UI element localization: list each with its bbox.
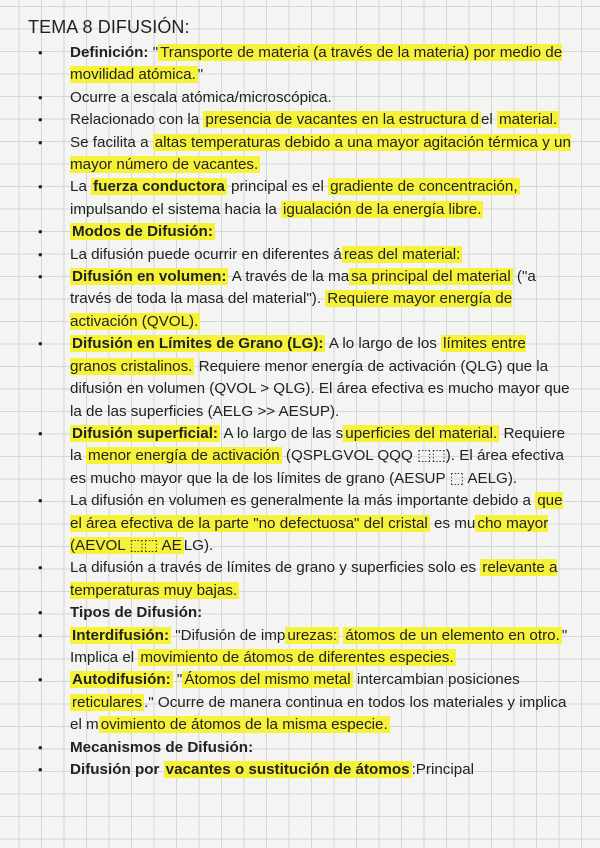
text-segment: " bbox=[148, 44, 159, 61]
highlighted-text: igualación de la energía libre. bbox=[283, 200, 482, 218]
text-segment: La difusión puede ocurrir en diferentes á bbox=[70, 245, 342, 263]
highlighted-text: presencia de vacantes en la estructura d bbox=[205, 111, 479, 129]
bullet-item bbox=[0, 423, 600, 490]
text-segment: :Principal bbox=[411, 761, 475, 778]
highlighted-text: movimiento de átomos de diferentes especies. bbox=[140, 648, 454, 666]
highlighted-text: que el área efectiva de la parte "no defectuosa" del cristal bbox=[70, 492, 563, 532]
text-segment: intercambian posiciones bbox=[352, 671, 520, 689]
highlighted-text: Requiere mayor energía de activación (QVOL). bbox=[70, 290, 513, 330]
bullet-item bbox=[0, 109, 600, 131]
bullet-item bbox=[0, 602, 600, 624]
highlighted-text: fuerza conductora bbox=[93, 178, 225, 196]
text-segment: ("a través de toda la masa del material"). bbox=[70, 268, 536, 308]
bullet-item bbox=[0, 669, 600, 736]
text-segment: Relacionado con la bbox=[70, 111, 204, 129]
bullet-item bbox=[0, 333, 600, 423]
text-segment: A lo largo de los bbox=[325, 335, 442, 353]
text-segment: " bbox=[172, 671, 183, 689]
bullet-item bbox=[0, 42, 600, 87]
text-segment: es mu bbox=[429, 514, 476, 532]
highlighted-text: vacantes o sustitución de átomos bbox=[165, 761, 410, 778]
highlighted-text: menor energía de activación bbox=[88, 447, 280, 465]
bullet-item bbox=[0, 244, 600, 266]
highlighted-text: Autodifusión: bbox=[72, 671, 171, 689]
bullet-item bbox=[0, 737, 600, 759]
text-segment: La difusión en volumen es generalmente la más importante debido a bbox=[70, 492, 536, 510]
highlighted-text: reticulares bbox=[72, 693, 143, 711]
text-segment: Requiere la bbox=[70, 424, 566, 465]
highlighted-text: límites entre granos cristalinos. bbox=[70, 335, 526, 375]
highlighted-text: uperficies del material. bbox=[345, 424, 498, 442]
bullet-item bbox=[0, 266, 600, 333]
highlighted-text: Difusión en Límites de Grano (LG): bbox=[72, 335, 324, 353]
text-segment: LG). bbox=[183, 536, 214, 554]
text-segment: La difusión a través de límites de grano y superficies solo es bbox=[70, 559, 481, 577]
text-segment: Definición: bbox=[70, 44, 149, 61]
bullet-list bbox=[0, 42, 600, 781]
text-segment: Se facilita a bbox=[70, 133, 153, 151]
highlighted-text: átomos de un elemento en otro. bbox=[345, 626, 560, 644]
text-segment: Tipos de Difusión: bbox=[70, 604, 203, 622]
highlighted-text: reas del material: bbox=[343, 245, 461, 263]
highlighted-text: altas temperaturas debido a una mayor agitación térmica y un mayor número de vacantes. bbox=[70, 133, 571, 174]
highlighted-text: ovimiento de átomos de la misma especie. bbox=[100, 716, 388, 734]
text-segment: Requiere menor energía de activación (QLG) que la difusión en volumen (QVOL > QLG). El área efectiva es mucho mayor que la de las superficies (AELG >> AESUP). bbox=[70, 357, 570, 420]
bullet-item bbox=[0, 221, 600, 243]
bullet-item bbox=[0, 87, 600, 109]
highlighted-text: Interdifusión: bbox=[72, 626, 170, 644]
bullet-item bbox=[0, 132, 600, 177]
bullet-item bbox=[0, 759, 600, 781]
text-segment: Mecanismos de Difusión: bbox=[70, 738, 254, 756]
text-segment: ." Ocurre de manera continua en todos los materiales y implica el m bbox=[70, 693, 567, 734]
page-title: TEMA 8 DIFUSIÓN: bbox=[28, 17, 190, 37]
highlighted-text: Difusión superficial: bbox=[72, 424, 218, 442]
highlighted-text: Transporte de materia (a través de la materia) por medio de movilidad atómica. bbox=[70, 44, 563, 84]
highlighted-text: sa principal del material bbox=[351, 268, 511, 286]
highlighted-text: gradiente de concentración, bbox=[330, 178, 518, 196]
text-segment: A lo largo de las s bbox=[220, 424, 344, 442]
text-segment: Difusión por bbox=[70, 761, 164, 778]
highlighted-text: cho mayor (AEVOL ⬚⬚ AE bbox=[70, 514, 549, 554]
highlighted-text: material. bbox=[499, 111, 558, 129]
bullet-item bbox=[0, 490, 600, 557]
text-segment: " bbox=[197, 66, 204, 84]
highlighted-text: relevante a temperaturas muy bajas. bbox=[70, 559, 558, 599]
text-segment: principal es el bbox=[226, 178, 329, 196]
bullet-item bbox=[0, 557, 600, 602]
text-segment: (QSPLGVOL QQQ ⬚⬚). El área efectiva es mucho mayor que la de los límites de grano (AESUP ⬚ AELG). bbox=[70, 447, 564, 487]
text-segment: Ocurre a escala atómica/microscópica. bbox=[70, 88, 332, 106]
bullet-item bbox=[0, 625, 600, 670]
highlighted-text: Átomos del mismo metal bbox=[184, 671, 351, 689]
highlighted-text: urezas: bbox=[287, 626, 338, 644]
highlighted-text: Difusión en volumen: bbox=[72, 268, 227, 286]
text-segment: La bbox=[70, 178, 92, 196]
text-segment: impulsando el sistema hacia la bbox=[70, 200, 282, 218]
text-segment: A través de la ma bbox=[228, 268, 350, 286]
text-segment: el bbox=[480, 111, 497, 129]
text-segment: " Implica el bbox=[70, 626, 568, 666]
highlighted-text: Modos de Difusión: bbox=[72, 223, 213, 241]
text-segment: "Difusión de imp bbox=[171, 626, 286, 644]
bullet-item bbox=[0, 176, 600, 221]
